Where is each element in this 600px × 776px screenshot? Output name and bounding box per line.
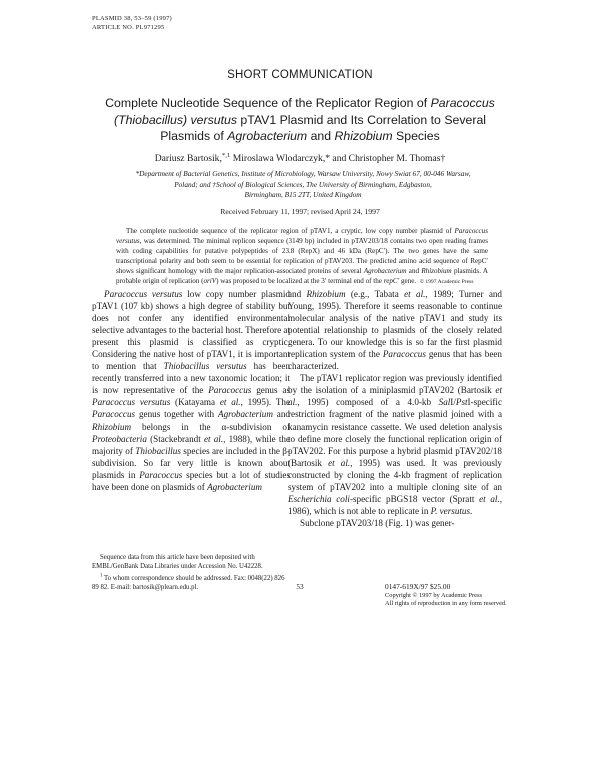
issn-price: 0147-619X/97 $25.00: [385, 582, 451, 591]
publisher-copyright: Copyright © 1997 by Academic Press: [385, 591, 482, 599]
received-dates: Received February 11, 1997; revised April 24, 1997: [220, 207, 380, 216]
body-right-column: and Rhizobium (e.g., Tabata et al., 1989; Turner and Young, 1995). Therefore it seems reasonable to continue molecular analysis of the native pTAV1 and study its potential relationship to plasmids of the closely related genera. To our knowledge this is so far the first plasmid replication system of the Paracoccus genus that has been characterized. The pTAV1 replicator region was previously identified by the isolation of a miniplasmid pTAV202 (Bartosik et al., 1995) composed of a 4.0-kb SalI/PstI-specific restriction fragment of the native plasmid joined with a kanamycin resistance cassette. We used deletion analysis to define more closely the functional replication origin of pTAV202. For this purpose a hybrid plasmid pTAV202/18 (Bartosik et al., 1995) was used. It was previously constructed by cloning the 4-kb fragment of replication system of pTAV202 into a multiple cloning site of an Escherichia coli-specific pBGS18 vector (Spratt et al., 1986), which is not able to replicate in P. versutus. Subclone pTAV203/18 (Fig. 1) was gener-: [288, 289, 502, 528]
journal-citation: PLASMID 38, 53–59 (1997): [92, 15, 172, 22]
abstract-copyright: © 1997 Academic Press: [419, 279, 474, 286]
running-header: [92, 14, 172, 32]
continued-paragraph: Subclone pTAV203/18 (Fig. 1) was gener-: [300, 517, 455, 528]
author-list: Dariusz Bartosik,$^{*,1}$ Miroslawa Wlodarczyk,* and Christopher M. Thomas†: [154, 151, 446, 164]
article-number: ARTICLE NO. PL971295: [92, 24, 165, 31]
paper-title: Complete Nucleotide Sequence of the Replicator Region of Paracoccus (Thiobacillus) versutus pTAV1 Plasmid and Its Correlation to Several Plasmids of Agrobacterium and Rhizobium Species: [105, 96, 495, 143]
affiliations: *Department of Bacterial Genetics, Institute of Microbiology, Warsaw University, Nowy Swiat 67, 00-046 Warsaw, Poland; and †School of Biological Sciences, The University of Birmingham, Edgbaston, Birmingham, B15 2TT, United Kingdom: [135, 169, 471, 200]
footnote-correspondence: $^1$ To whom correspondence should be addressed. Fax: 0048(22) 826 89 82. E-mail: bartosik@plearn.edu.pl.: [92, 573, 285, 591]
page-number: 53: [296, 582, 304, 591]
body-left-column: Paracoccus versutus low copy number plasmid pTAV1 (107 kb) shows a high degree of stability but does not confer any identified environmental selective advantages to the bacterial host. Therefore at present this plasmid is classified as cryptic. Considering the native host of pTAV1, it is important to mention that Thiobacillus versutus has been recently transferred into a new taxonomic location; it is now representative of the Paracoccus genus as Paracoccus versutus (Katayama et al., 1995). The Paracoccus genus together with Agrobacterium and Rhizobium belongs in the α-subdivision of Proteobacteria (Stackebrandt et al., 1988), while the majority of Thiobacillus species are included in the β-subdivision. So far very little is known about plasmids in Paracoccus species but a lot of studies have been done on plasmids of Agrobacterium: [92, 289, 291, 492]
abstract: The complete nucleotide sequence of the replicator region of pTAV1, a cryptic, low copy number plasmid of Paracoccus versutus, was determined. The minimal replicon sequence (3149 bp) included in pTAV203/18 contains two open reading frames with coding capabilities for putative polypeptides of 23.8 (RepX) and 46 kDa (RepC′). The two genes have the same transcriptional polarity and both seem to be essential for replication of pTAV203. The predicted amino acid sequence of RepC′ shows significant homology with the major replication-associated proteins of several Agrobacterium and Rhizobium plasmids. A probable origin of replication (oriV) was proposed to be localized at the 3′ terminal end of the repC′ gene. © 1997 Academic Press: [116, 227, 488, 286]
section-kicker: SHORT COMMUNICATION: [227, 69, 373, 81]
rights-block: [385, 582, 515, 608]
footnote-accession: Sequence data from this article have been deposited with EMBL/GenBank Data Libraries under Accession No. U42228.: [92, 554, 263, 571]
rights-reserved: All rights of reproduction in any form reserved.: [385, 599, 507, 607]
